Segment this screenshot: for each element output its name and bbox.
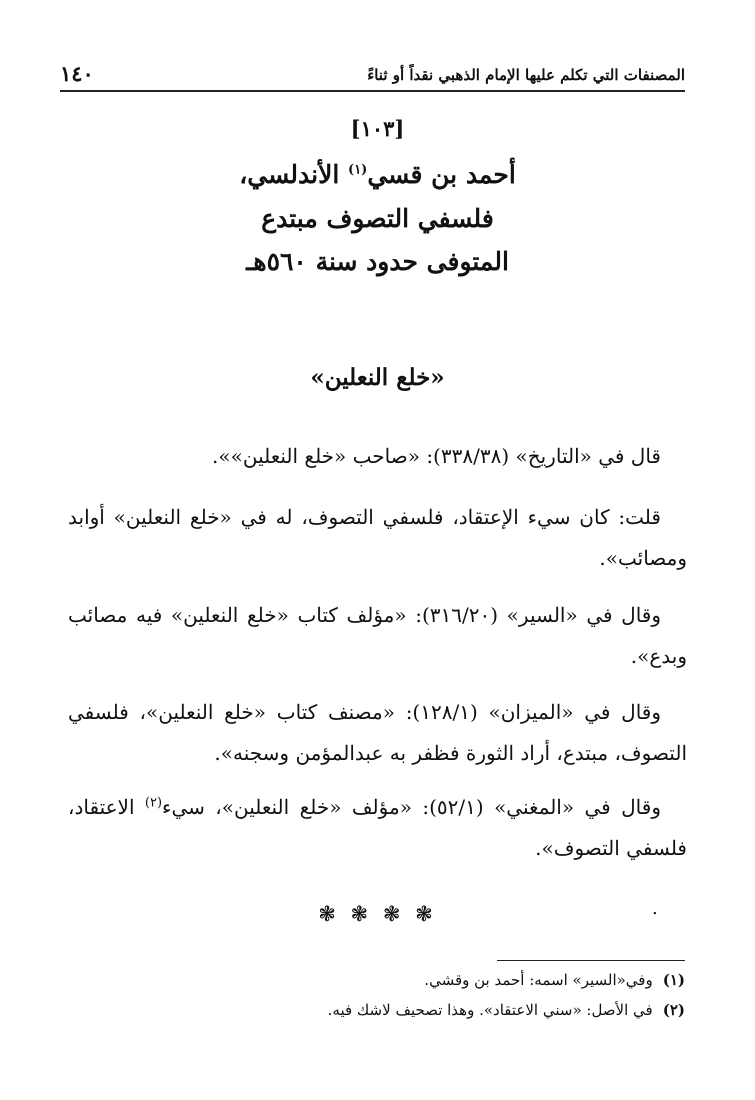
footnote-2-text: في الأصل: «سني الاعتقاد». وهذا تصحيف لاشك فيه.	[327, 1001, 653, 1019]
entry-name-text: أحمد بن قسي	[367, 160, 516, 189]
book-title: «خلع النعلين»	[310, 364, 445, 391]
paragraph-tarikh: قال في «التاريخ» (٣٣٨/٣٨): «صاحب «خلع النعلين»».	[212, 444, 661, 468]
running-title: المصنفات التي تكلم عليها الإمام الذهبي نقداً أو ثناءً	[367, 66, 685, 84]
entry-number: [١٠٣]	[350, 116, 405, 141]
paragraph-siyar: وقال في «السير» (٣١٦/٢٠): «مؤلف كتاب «خلع النعلين» فيه مصائب وبدع».	[68, 603, 687, 668]
footnote-1-number: (١)	[662, 971, 685, 989]
paragraph-comment: قلت: كان سيء الإعتقاد، فلسفي التصوف، له في «خلع النعلين» أوابد ومصائب».	[68, 505, 687, 570]
paragraph-mughni-end: الاعتقاد، فلسفي التصوف».	[68, 795, 687, 860]
footnote-2-number: (٢)	[662, 1001, 685, 1019]
footnote-2	[200, 998, 685, 1022]
stray-mark: .	[652, 898, 658, 919]
page-number: ١٤٠	[60, 61, 94, 86]
running-header	[60, 58, 685, 92]
entry-description: فلسفي التصوف مبتدع	[261, 204, 494, 233]
entry-name	[0, 160, 755, 189]
footnote-rule	[497, 960, 685, 961]
paragraph-mizan: وقال في «الميزان» (١٢٨/١): «مصنف كتاب «خلع النعلين»، فلسفي التصوف، مبتدع، أراد الثورة فظفر به عبدالمؤمن وسجنه».	[68, 700, 687, 765]
paragraph-mughni	[68, 787, 687, 869]
entry-name-suffix: الأندلسي،	[239, 160, 349, 189]
footnote-ref-1[interactable]: (١)	[348, 162, 368, 178]
footnote-1-text: وفي«السير» اسمه: أحمد بن وقشي.	[424, 971, 653, 989]
paragraph-mughni-text: وقال في «المغني» (٥٢/١): «مؤلف «خلع النعلين»، سيء	[162, 795, 661, 819]
section-separator: ❃ ❃ ❃ ❃	[318, 902, 437, 926]
footnote-1	[200, 968, 685, 992]
entry-death-date: المتوفى حدود سنة ٥٦٠هـ	[246, 247, 509, 276]
footnote-ref-2[interactable]: (٢)	[144, 795, 163, 811]
